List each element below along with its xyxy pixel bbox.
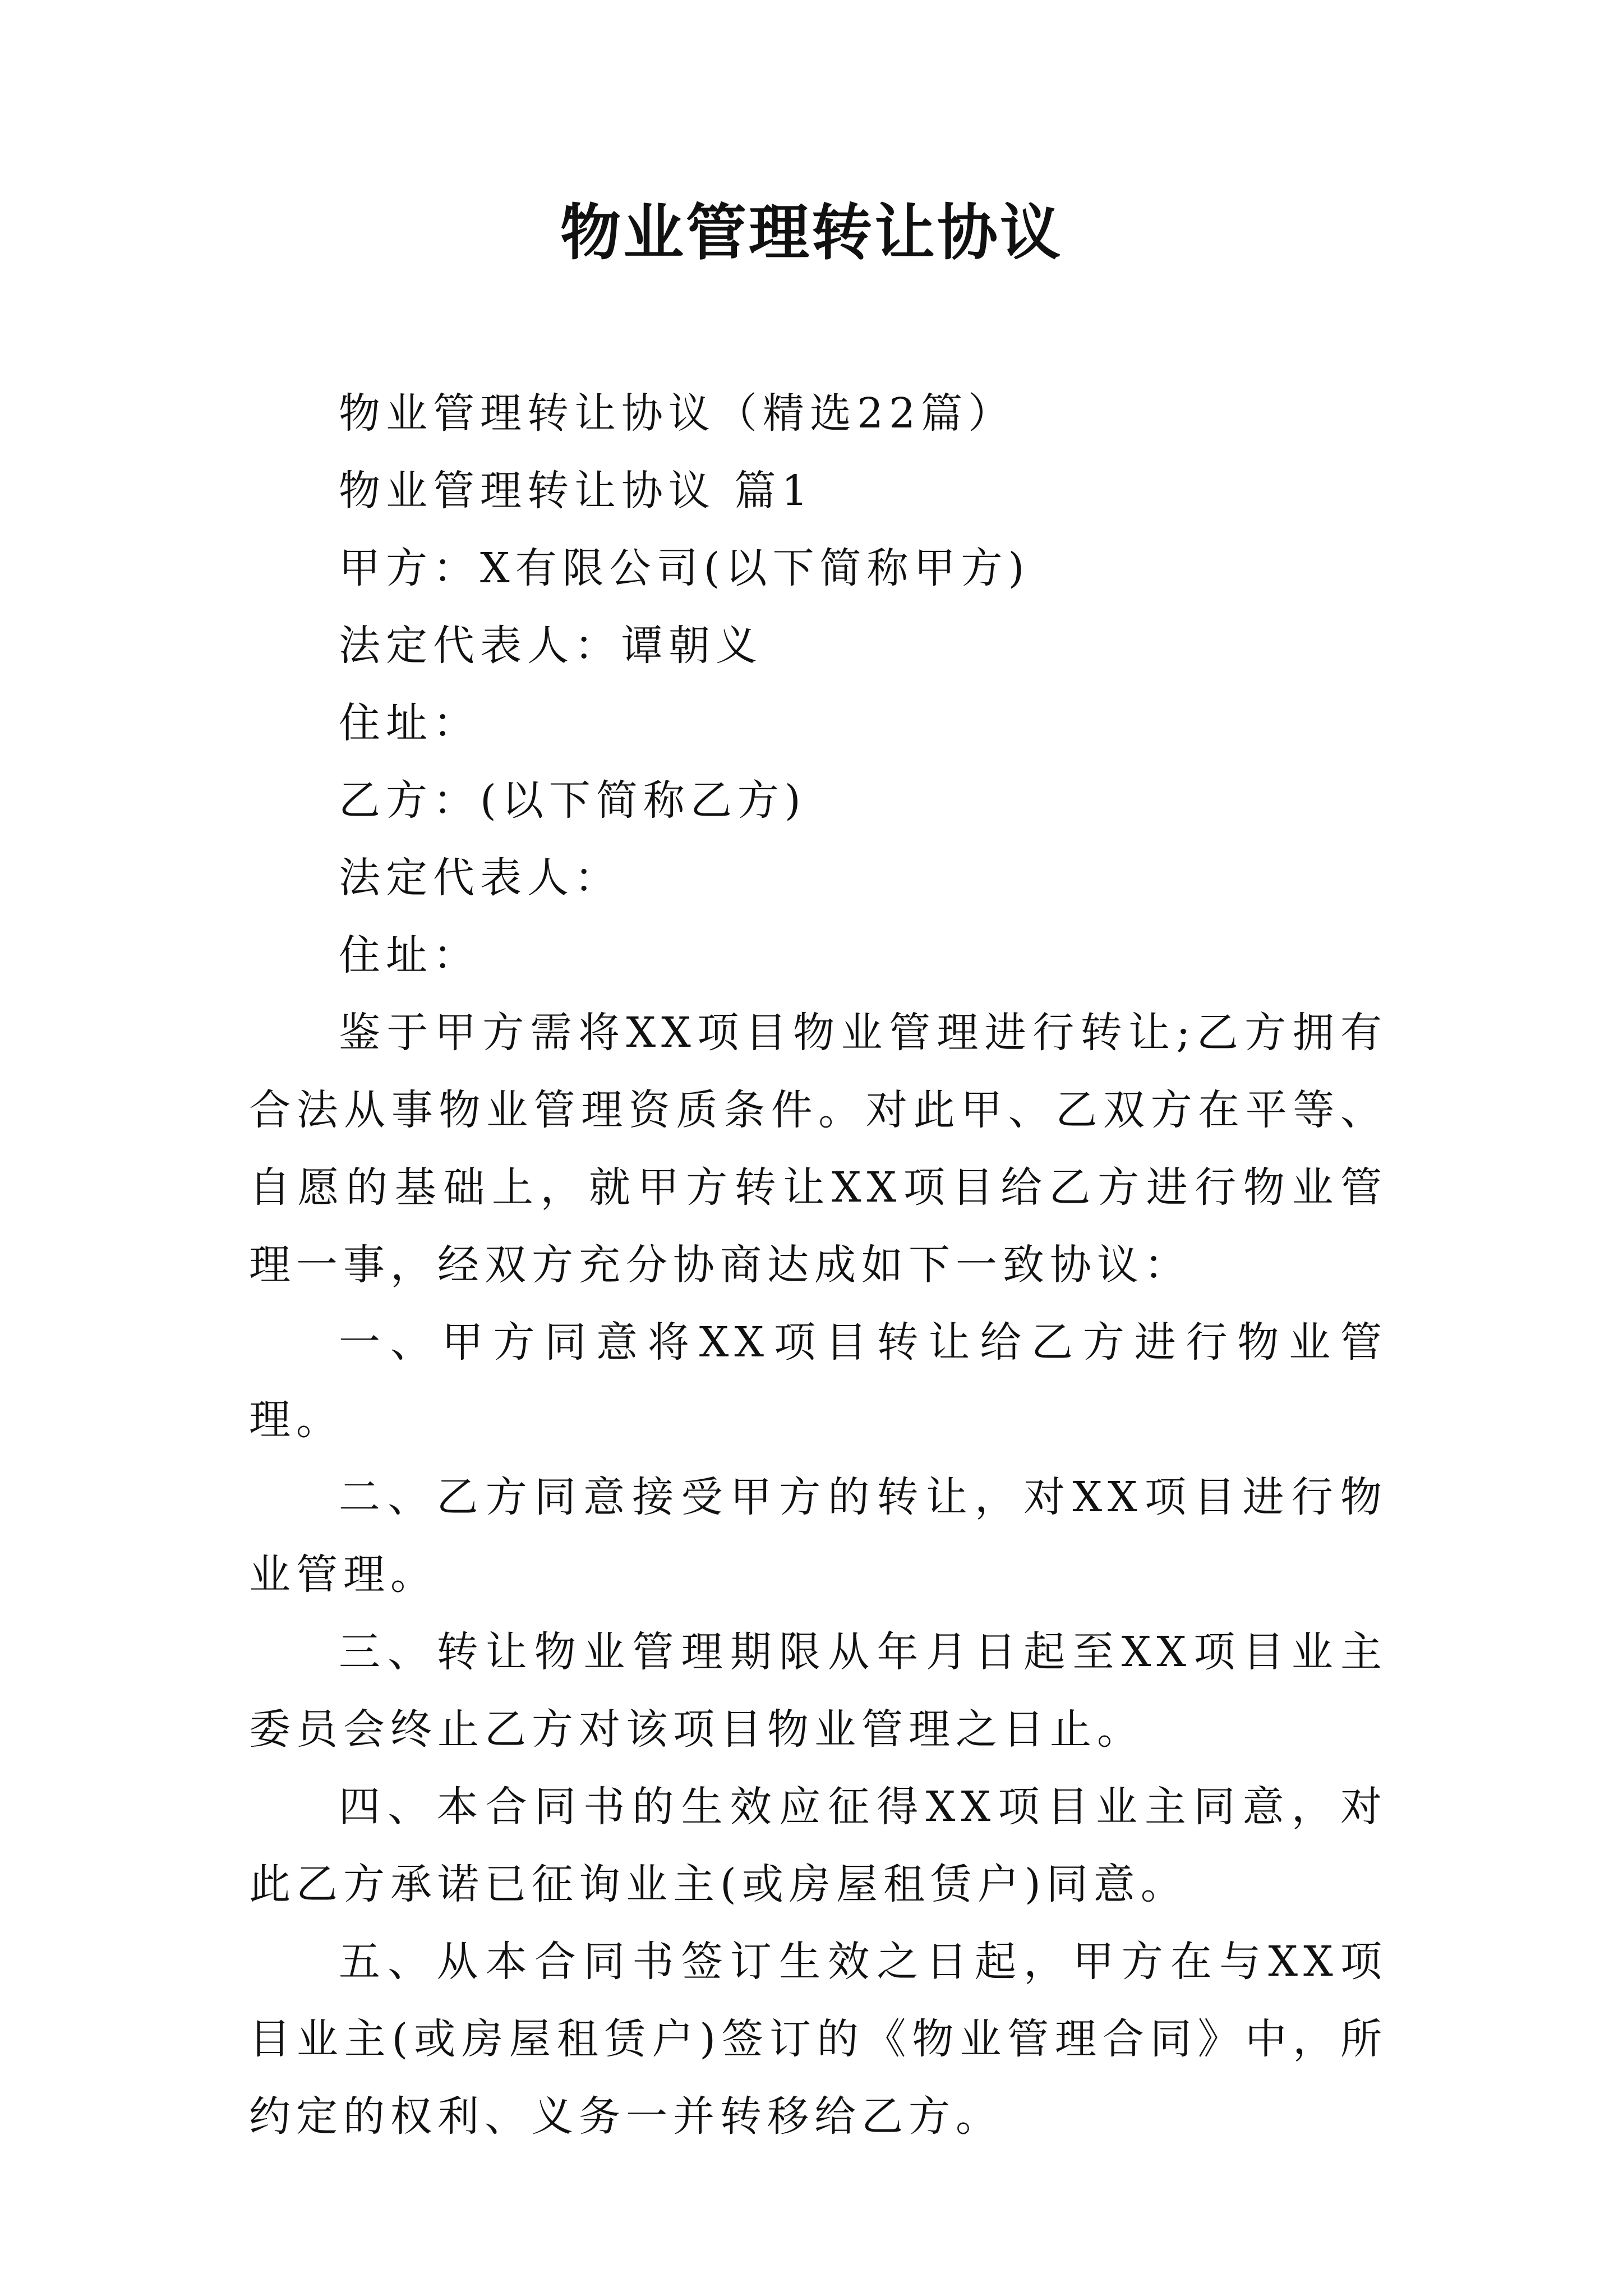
paragraph-subtitle: 物业管理转让协议（精选22篇） [339,389,1016,438]
paragraph-party-a-address: 住址： [339,699,480,747]
paragraph-preamble: 鉴于甲方需将XX项目物业管理进行转让;乙方拥有合法从事物业管理资质条件。对此甲、乙双方在平等、自愿的基础上，就甲方转让XX项目给乙方进行物业管理一事，经双方充分协商达成如下一致协议： [249,1009,1387,1289]
paragraph-party-a: 甲方：X有限公司(以下简称甲方) [339,544,1030,592]
paragraph-clause-5: 五、从本合同书签订生效之日起，甲方在与XX项目业主(或房屋租赁户)签订的《物业管理合同》中，所约定的权利、义务一并转移给乙方。 [249,1938,1387,2141]
paragraph-party-b-address: 住址： [339,931,480,979]
paragraph-clause-4: 四、本合同书的生效应征得XX项目业主同意，对此乙方承诺已征询业主(或房屋租赁户)同意。 [249,1783,1387,1908]
paragraph-section-heading: 物业管理转让协议 篇1 [339,467,814,515]
paragraph-clause-1: 一、甲方同意将XX项目转让给乙方进行物业管理。 [249,1318,1387,1444]
document-body [249,375,1387,2155]
paragraph-clause-2: 二、乙方同意接受甲方的转让，对XX项目进行物业管理。 [249,1473,1387,1599]
paragraph-party-b: 乙方：(以下简称乙方) [339,776,806,825]
paragraph-clause-3: 三、转让物业管理期限从年月日起至XX项目业主委员会终止乙方对该项目物业管理之日止。 [249,1628,1387,1754]
paragraph-party-b-representative: 法定代表人： [339,854,621,902]
paragraph-party-a-representative: 法定代表人：谭朝义 [339,622,763,670]
document-title: 物业管理转让协议 [560,197,1063,268]
